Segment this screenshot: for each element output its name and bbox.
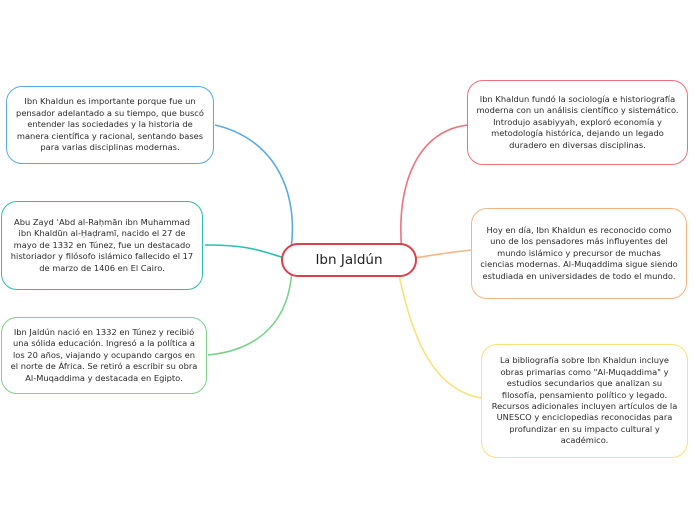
- connector-right-2: [415, 250, 472, 258]
- topic-legacy[interactable]: Hoy en día, Ibn Khaldun es reconocido como uno de los pensadores más influyentes del mundo islámico y precursor de muchas ciencias modernas. Al-Muqaddima sigue siendo estudiada en universidades de todo el mundo.: [471, 208, 687, 299]
- topic-biography[interactable]: Abu Zayd ʿAbd al-Raḥmān ibn Muhammad ibn Khaldūn al-Ḥaḍramī, nacido el 27 de mayo de 1332 en Túnez, fue un destacado historiador y filósofo islámico fallecido el 17 de marzo de 1406 en El Cairo.: [1, 201, 203, 290]
- connector-left-1: [215, 125, 292, 255]
- connector-right-3: [398, 270, 482, 398]
- topic-life[interactable]: Ibn Jaldún nació en 1332 en Túnez y recibió una sólida educación. Ingresó a la política a los 20 años, viajando y ocupando cargos en el norte de África. Se retiró a escribir su obra Al-Muqaddima y destacada en Egipto.: [1, 317, 207, 394]
- topic-importance[interactable]: Ibn Khaldun es importante porque fue un pensador adelantado a su tiempo, que buscó entender las sociedades y la historia de manera científica y racional, sentando bases para varias disciplinas modernas.: [6, 86, 214, 164]
- topic-bibliography[interactable]: La bibliografía sobre Ibn Khaldun incluye obras primarias como "Al-Muqaddima" y estudios secundarios que analizan su filosofía, pensamiento político y legado. Recursos adicionales incluyen artículos de la UNESCO y enciclopedias reconocidas para profundizar en su impacto cultural y académico.: [481, 344, 688, 458]
- connector-left-2: [205, 245, 284, 258]
- connector-right-1: [401, 125, 468, 254]
- central-topic[interactable]: Ibn Jaldún: [281, 243, 417, 277]
- topic-contributions[interactable]: Ibn Khaldun fundó la sociología e historiografía moderna con un análisis científico y sistemático. Introdujo asabiyyah, exploró economía y metodología histórica, dejando un legado duradero en diversas disciplinas.: [467, 80, 688, 165]
- connector-left-3: [208, 268, 292, 355]
